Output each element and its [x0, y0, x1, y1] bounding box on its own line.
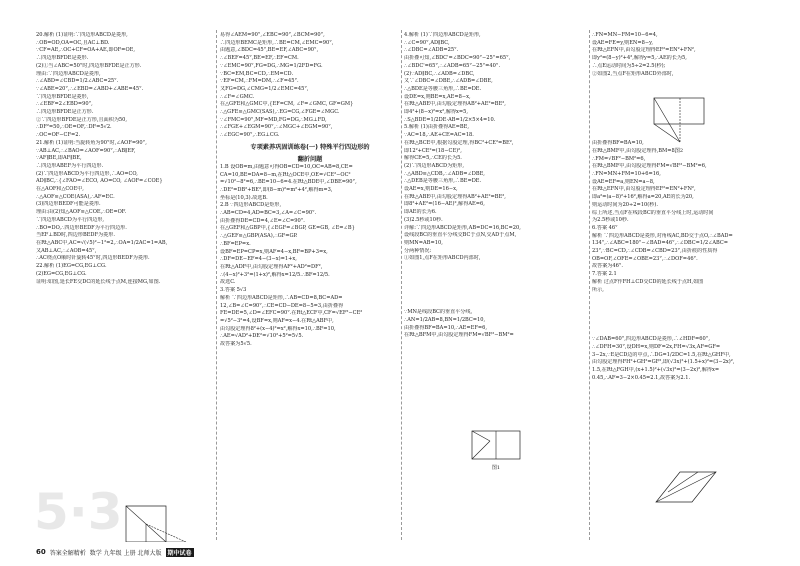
- text-line: ∵MN是线段BC的垂直平分线,: [404, 309, 473, 316]
- text-line: 详解:∵四边形ABCD是矩形,AB=DC=16,BC=20,: [404, 224, 521, 231]
- text-line: ∴∠FGE+∠EGM=90°,∴∠MGC+∠EGM=90°,: [220, 124, 333, 131]
- text-line: 22.解析 (1)EG=CG,EG⊥CG.: [36, 263, 107, 270]
- text-line: ∴四边形BFDE是菱形.: [36, 55, 89, 62]
- text-line: ∴△GFE≌△GMC(SAS),∴EG=CG,∠FGE=∠MGC.: [220, 109, 340, 116]
- text-line: =√5²−3²=4,设BF=x,则AF=x−4.在Rt△ABF中,: [220, 317, 334, 324]
- text-line: 6.答案 46°: [592, 224, 618, 231]
- text-line: ①如图1,点F在矩形ABCD内部时,: [404, 255, 481, 262]
- text-line: 设DE=x,则BE=x,AE=8−x,: [404, 93, 471, 100]
- text-line: ∴DE²=DB²+BE²,即(8−m)²=m²+4²,解得m=3,: [220, 186, 333, 193]
- text-line: 则MN=AB=10,: [404, 239, 443, 246]
- text-line: 即12²+CE²=(18−CE)²,: [404, 147, 462, 154]
- text-line: ∵四边形ABCD为平行四边形,: [36, 216, 105, 223]
- column-1: [36, 32, 212, 542]
- text-line: 解析 过点F作FH⊥CD交CD的延长线于点H,如图: [592, 278, 704, 285]
- text-line: 解析 ∵四边形ABCD是菱形,对角线AC,BD交于点O,∴∠BAD=: [592, 232, 733, 239]
- text-line: 证明:如图,延长FE交DC的延长线于点M,连接MG,如图.: [36, 278, 161, 285]
- text-line: ∵AC=18,∴AE+CE=AC=18.: [404, 132, 474, 139]
- text-line: 设AE=FE=y,则EN=8−y,: [592, 39, 653, 46]
- text-line: =√10²−8²=6,∴BE=10−6=4.在Rt△BDE中,∠DBE=90°,: [220, 179, 357, 186]
- text-line: 又∵∠DBC=∠DBE,∴∠ADB=∠DBE,: [404, 78, 493, 85]
- text-line: 设线段BC的垂直平分线交BC于点N,交AD于点M,: [404, 232, 517, 239]
- subject-label: 数学 九年级 上册 北师大版: [89, 549, 162, 557]
- text-line: 分两种情况:: [404, 247, 432, 254]
- text-line: 由勾股定理得8²+(x−4)²=x²,解得x=10,∴BF=10,: [220, 325, 336, 332]
- text-line: 即a²=(a−8)²+16²,解得a=20,AE的长为20,: [592, 194, 694, 201]
- text-line: ∴AE=√AD²+DE²=√10²+5²=5√5.: [220, 333, 304, 340]
- text-line: (3)2.5秒或10秒.: [404, 216, 443, 223]
- brand-logo-watermark: 5·3: [34, 483, 123, 541]
- text-line: 4.解析 (1)∵四边形ABCD是矩形,: [404, 32, 481, 38]
- text-line: ∴∠BDC'=65°,∴∠ADB=65°−25°=40°.: [404, 62, 501, 69]
- text-line: ∵CF=AE,∴OC+CF=OA+AE,即OF=OE,: [36, 47, 135, 54]
- text-line: 由折叠得DE=CD=4,∠E=∠C=90°.: [220, 217, 305, 224]
- text-line: 23°,∵BC=CD,∴∠CDB=∠CBD=23°,由折痕的性质得: [592, 248, 718, 255]
- text-line: 0.45,∴AF=3−2×0.45=2.1,故答案为2.1.: [592, 374, 691, 381]
- text-line: 为2.5秒或10秒.: [592, 217, 629, 224]
- text-line: ∴△BDE是等腰三角形,∴BE=DE.: [404, 85, 482, 92]
- text-line: 1.5,在Rt△FGH中,(x+1.5)²+(√3x)²=(3−2x)²,解得x=: [592, 367, 720, 374]
- text-line: ∵∠DAB=60°,四边形ABCD是菱形,∴∠HDF=60°,: [592, 336, 710, 343]
- text-line: 坐标是(10,3).故选B.: [220, 194, 268, 201]
- column-3: [404, 32, 588, 542]
- text-line: 又AB⊥AC,∴∠AOB=45°,: [36, 247, 97, 254]
- text-line: ∴FN=MN+FM=10+6=16,: [592, 171, 661, 178]
- text-line: ∴四边形ABEF为平行四边形.: [36, 162, 104, 169]
- text-line: ②∵四边形BFDE是正方形,且面积为50,: [36, 116, 128, 123]
- text-line: 在Rt△EFN中,由勾股定理得EF²=EN²+FN²,: [592, 47, 696, 54]
- text-line: ∴FM=√BF²−BM²=6,: [592, 155, 646, 162]
- text-line: 即y²=(8−y)²+4²,解得y=5,∴AE的长为5,: [592, 55, 687, 62]
- text-line: 所示,: [592, 286, 604, 293]
- text-line: 理由:∵四边形ABCD是菱形,: [36, 70, 101, 77]
- text-line: 在Rt△BCE中,根据勾股定理,得BC²+CE²=BE²,: [404, 139, 514, 146]
- text-line: ∵AB⊥AC,∴∠BAO=∠AOF=90°,∴AB∥EF,: [36, 147, 136, 154]
- figure-2: [646, 94, 712, 148]
- text-line: ∴∠DBC=∠ADB=25°.: [404, 47, 459, 54]
- text-line: 7.答案 2.1: [592, 271, 617, 278]
- text-line: 设AE=x,则DE=16−x,: [404, 186, 458, 193]
- book-title: 答案全解精析: [49, 549, 86, 557]
- text-line: ∴BF=EP=x.: [220, 240, 251, 247]
- text-line: ∵BC=EM,BC=CD,∴EM=CD.: [220, 70, 294, 77]
- text-line: (2)∵四边形ABCD为矩形,: [404, 162, 464, 169]
- text-line: ∴∠F=∠GMC.: [220, 93, 255, 100]
- page-footer: [36, 546, 194, 558]
- text-line: ②如图2,当点F在矩形ABCD外部时,: [592, 70, 674, 77]
- text-line: 21.解析 (1)证明:当旋转角为90°时,∠AOF=90°,: [36, 139, 147, 146]
- text-line: 解得CE=5,∴CE的长为5.: [404, 155, 462, 162]
- column-divider: [216, 30, 217, 540]
- text-line: 12,∠B=∠C=90°,∴CE=CD−DE=8−5=3,由折叠得: [220, 302, 344, 309]
- figure-1-caption: 图1: [491, 465, 501, 471]
- text-line: 由折叠可知,∠BDC'=∠BDC=90°−25°=65°,: [404, 55, 511, 62]
- text-line: ∴S△BDE=1/2DE·AB=1/2×5×4=10.: [404, 116, 496, 123]
- column-divider: [589, 30, 590, 540]
- text-line: 在△AOF和△COE中,: [36, 186, 84, 193]
- text-line: ∴∠EBF=2∠EBD=90°,: [36, 101, 93, 108]
- text-line: ∴△AOF≌△COE(ASA),∴AF=EC.: [36, 193, 115, 200]
- column-divider: [401, 30, 402, 540]
- text-line: ∴∠BEF=45°,BE=EF,∴EF=CM.: [220, 55, 299, 62]
- text-line: ∴BO=DO,∴四边形BEDF为平行四边形.: [36, 224, 127, 231]
- text-line: OB=OF,∠OFE=∠OBE=23°,∴∠DOF=46°.: [592, 255, 698, 262]
- text-line: 设BF=EP=CP=x,则AF=4−x,BF=BP+3=x,: [220, 248, 328, 255]
- text-line: 5.解析 (1)由折叠得AE=BE,: [404, 124, 470, 131]
- text-line: (2)EG=CG,EG⊥CG.: [36, 270, 87, 277]
- text-line: ∴△DEB是等腰三角形,∴BE=DE.: [404, 178, 482, 185]
- text-line: 当EF⊥BD时,四边形BEDF为菱形.: [36, 232, 115, 239]
- text-line: ∴DF²=50,∴OE=OF,∴DF=5√2.: [36, 124, 112, 131]
- text-line: 20.解析 (1)证明:∵四边形ABCD是菱形,: [36, 32, 128, 38]
- text-line: 在Rt△ADF中,由勾股定理得AF²+AD²=DF²,: [220, 263, 323, 270]
- text-line: 则运动时间为20÷2=10(秒).: [592, 201, 658, 208]
- figure-2-caption: 图2: [674, 148, 684, 154]
- text-line: 2.B ∵四边形ABCD是矩形,: [220, 202, 282, 209]
- text-line: 易得∠AEM=90°,∠EBC=90°,∠BCM=90°,: [220, 32, 325, 38]
- text-line: ∴AN=1/2AB=8,BN=1/2BC=10,: [404, 316, 486, 323]
- text-line: 在△GEF和△GBP中,{∠EGF=∠BGP, GE=GB, ∠E=∠B}: [220, 225, 355, 232]
- text-line: ∴四边形BEMC是矩形,∴BE=CM,∠EMC=90°,: [220, 39, 334, 46]
- text-line: ∵∠EMC=90°,FG=DG,∴MG=1/2FD=FG.: [220, 62, 323, 69]
- column-2: [220, 32, 400, 542]
- text-line: 134°,∴∠ABC=180°−∠BAD=46°,∴∠DBC=1/2∠ABC=: [592, 240, 729, 247]
- text-line: 故选C.: [220, 279, 236, 286]
- text-line: 在△GFE和△GMC中,{EF=CM, ∠F=∠GMC, GF=GM}: [220, 101, 354, 108]
- text-line: ∴点E运动时间为5÷2=2.5(秒);: [592, 62, 666, 69]
- text-line: ∴FN=MN−FM=10−6=4,: [592, 32, 658, 38]
- text-line: 由折叠得BF=BA=10,: [592, 140, 644, 147]
- text-line: 在Rt△EFN中,由勾股定理得EF²=EN²+FN²,: [592, 186, 696, 193]
- text-line: 解析 ∵四边形ABCD是矩形,∴AB=CD=8,BC=AD=: [220, 294, 343, 301]
- text-line: 在Rt△BMF中,由勾股定理得FM=√BF²−BM²=6,: [592, 163, 707, 170]
- text-line: ∵∠ABE=20°,∴∠EBD=∠ABD+∠ABE=45°.: [36, 85, 144, 92]
- text-line: ∵AF∥BE,即AF∥BE,: [36, 155, 82, 162]
- text-line: 故答案为46°.: [592, 263, 624, 270]
- text-line: 故答案为5√5.: [220, 341, 252, 348]
- text-line: ∴DF=DE−EF=4−(3−x)=1+x,: [220, 256, 297, 263]
- text-line: ∴(4−x)²+3²=(1+x)²,解得x=12/5.∴BF=12/5.: [220, 271, 330, 278]
- figure-problem-7: [652, 466, 722, 506]
- text-line: 1.B 设OB=m,由题意可得OB=CD=10,OC=AB=8,CE=: [220, 163, 353, 170]
- text-line: 在Rt△ABE中,由勾股定理得AB²+AE²=BE²,: [404, 193, 506, 200]
- test-tag: 期中试卷: [167, 549, 192, 557]
- text-line: 由折叠得BF=BA=10,∴AE=EF=6,: [404, 324, 487, 331]
- text-line: 在Rt△BFM中,由勾股定理得FM=√BF²−BM²=: [404, 332, 514, 339]
- text-line: 由勾股定理得FH²+GH²=GF²,即(√3x)²+(1.5+x)²=(3−2x)²,: [592, 359, 735, 366]
- text-line: ∴AC绕点O顺时针旋转45°时,四边形BEDF为菱形.: [36, 255, 150, 262]
- column-4: [592, 32, 770, 542]
- text-line: ∴四边形BFDE是正方形.: [36, 109, 94, 116]
- text-line: 设AE=EF=a,则EN=a−8,: [592, 178, 655, 185]
- text-line: 又FG=DG,∠CMG=1/2∠EMC=45°,: [220, 85, 309, 92]
- text-line: 在Rt△ABC中,AC=√(√5)²−1²=2,∴OA=1/2AC=1=AB,: [36, 239, 168, 246]
- text-line: 3−2x,∵E是CD边的中点,∴DG=1/2DC=1.5,在Rt△GHF中,: [592, 351, 731, 358]
- text-line: ∵∠FMC=90°,MF=MD,FG=DG,∴MG⊥FD,: [220, 116, 327, 123]
- text-line: ∴OC=OF−CF=2.: [36, 132, 81, 139]
- text-line: (2)①当∠ABC=50°时,四边形BFDE是正方形.: [36, 62, 142, 69]
- text-line: 即8²+AE²=(16−AE)²,解得AE=6,: [404, 201, 485, 208]
- text-line: 3.答案 5√3: [220, 287, 247, 294]
- text-line: ∴∠C=90°,AD∥BC,: [404, 39, 450, 46]
- text-line: FE=DE=5,∠D=∠EFC=90°.在Rt△ECF中,CF=√EF²−CE²: [220, 310, 363, 317]
- text-line: 综上所述,当点F在线段BC的垂直平分线上时,运动时间: [592, 209, 714, 216]
- text-line: ∴∠DFH=30°,设DH=x,则DF=2x,FH=√3x,AF=GF=: [592, 343, 721, 350]
- text-line: 理由:由(2)知△AOF≌△COE,∴OE=OF.: [36, 209, 127, 216]
- figure-1: [466, 427, 526, 467]
- section-heading: 翻折问题: [297, 155, 323, 163]
- text-line: ∴∠EGC=90°,∴EG⊥CG.: [220, 132, 280, 139]
- text-line: 即AE的长为6.: [404, 209, 437, 216]
- section-heading: 专项素养巩固训练卷(一) 特殊平行四边形的: [250, 143, 370, 151]
- text-line: 在Rt△ABE中,由勾股定理得AB²+AE²=BE²,: [404, 101, 506, 108]
- text-line: (3)四边形BEDF可能是菱形.: [36, 201, 101, 208]
- text-line: CA=10,BE=DA=8−m,在Rt△OCE中,OE=√CE²−OC²: [220, 171, 351, 178]
- text-line: ∴OB=OD,OA=OC,且AC⊥BD.: [36, 39, 110, 46]
- text-line: (2)∵四边形ABCD为平行四边形,∴AO=CO,: [36, 170, 138, 177]
- text-line: ∴△ABD≌△CDB,∴∠ADB=∠DBE,: [404, 170, 485, 177]
- text-line: 在Rt△BMF中,由勾股定理得,BM=8,: [592, 147, 677, 154]
- text-line: ∵EF=CM,∴FM=DM,∴∠F=45°.: [220, 78, 299, 85]
- text-line: ∵四边形BFDE是菱形,: [36, 93, 89, 100]
- text-line: 即4²+(8−x)²=x²,解得x=5,: [404, 109, 469, 116]
- page-number: 60: [36, 548, 46, 556]
- text-line: AD∥BC,∴{∠FAO=∠ECO, AO=CO, ∠AOF=∠COE}: [36, 178, 163, 185]
- text-line: ∴∠ABD=∠CBD=1/2∠ABC=25°.: [36, 78, 119, 85]
- text-line: ∴△GEF≌△GBP(ASA),∴GF=GP.: [220, 233, 298, 240]
- text-line: 由题意,∠BDC=45°,BE=EF,∠ABC=90°,: [220, 47, 319, 54]
- text-line: ∴AB=CD=4,AD=BC=3,∠A=∠C=90°.: [220, 210, 317, 217]
- text-line: (2)∵AD∥BC,∴∠ADB=∠DBC,: [404, 70, 475, 77]
